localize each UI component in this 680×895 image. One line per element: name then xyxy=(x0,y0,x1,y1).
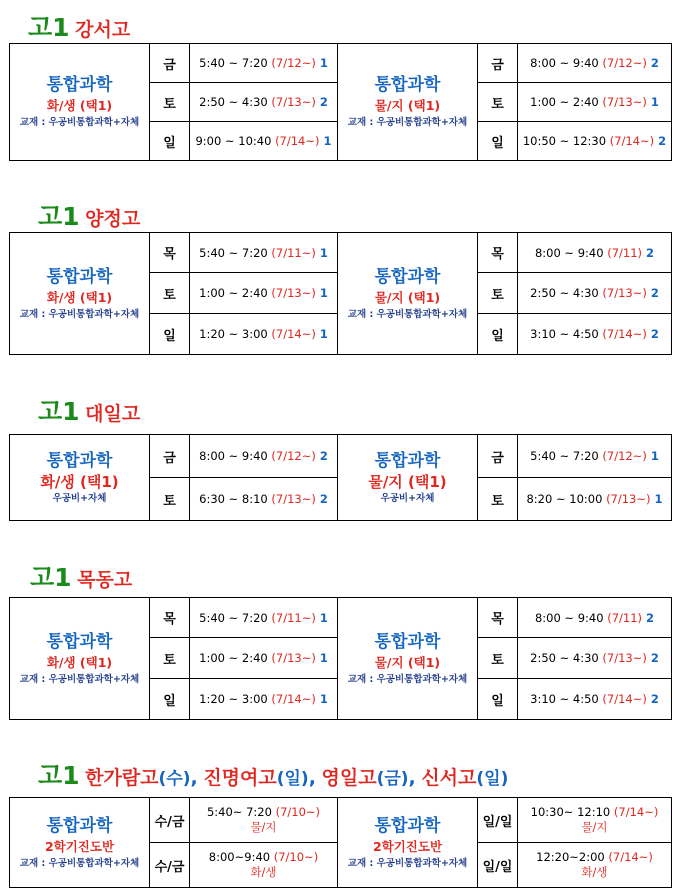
section-title-yangjeong: 고1 양정고 xyxy=(38,202,141,231)
day-cell: 목 xyxy=(478,598,518,638)
day-cell: 토 xyxy=(478,478,518,521)
time-cell: 2:50 ~ 4:30 (7/13~) 2 xyxy=(190,83,338,122)
subject-track: 물/지 (택1) xyxy=(374,289,441,305)
time-cell: 5:40 ~ 7:20 (7/11~) 1 xyxy=(190,233,338,273)
day-cell: 토 xyxy=(150,638,190,679)
time-cell: 5:40 ~ 7:20 (7/12~) 1 xyxy=(190,44,338,83)
subject-title: 통합과학 xyxy=(46,266,113,287)
subject-cell xyxy=(10,798,150,888)
subject-title: 통합과학 xyxy=(374,815,441,836)
day-cell: 토 xyxy=(478,273,518,314)
schedule-table-mokdong xyxy=(9,597,672,720)
schedule-table-multi-school xyxy=(9,797,672,888)
day-cell: 일 xyxy=(478,314,518,355)
day-cell: 금 xyxy=(150,435,190,478)
subject-cell xyxy=(338,233,478,355)
time-cell: 10:50 ~ 12:30 (7/14~) 2 xyxy=(518,122,672,161)
subject-title: 통합과학 xyxy=(46,450,113,471)
subject-track: 화/생 (택1) xyxy=(46,98,113,113)
time-cell: 8:00 ~ 9:40 (7/12~) 2 xyxy=(518,44,672,83)
day-cell: 토 xyxy=(150,83,190,122)
day-cell: 일 xyxy=(478,679,518,720)
day-cell: 토 xyxy=(150,478,190,521)
day-cell: 금 xyxy=(478,44,518,83)
time-cell: 1:20 ~ 3:00 (7/14~) 1 xyxy=(190,314,338,355)
time-cell: 5:40 ~ 7:20 (7/12~) 1 xyxy=(518,435,672,478)
day-cell: 일 xyxy=(150,314,190,355)
time-cell: 8:00~9:40 (7/10~) 화/생 xyxy=(190,843,338,888)
time-cell: 5:40 ~ 7:20 (7/11~) 1 xyxy=(190,598,338,638)
time-cell: 9:00 ~ 10:40 (7/14~) 1 xyxy=(190,122,338,161)
subject-title: 통합과학 xyxy=(374,75,441,95)
textbook-label: 교재 : 우공비통합과학+자체 xyxy=(19,673,140,685)
subject-title: 통합과학 xyxy=(374,266,441,287)
subject-cell xyxy=(10,233,150,355)
day-cell: 토 xyxy=(150,273,190,314)
textbook-label: 교재 : 우공비통합과학+자체 xyxy=(19,117,140,128)
day-cell: 일 xyxy=(478,122,518,161)
subject-track: 2학기진도반 xyxy=(44,838,115,854)
subject-cell xyxy=(10,598,150,720)
subject-cell xyxy=(338,435,478,521)
subject-track: 물/지 (택1) xyxy=(374,654,441,670)
subject-track: 물/지 (택1) xyxy=(368,472,447,491)
section-title-multi-school: 고1 한가람고(수), 진명여고(일), 영일고(금), 신서고(일) xyxy=(38,761,509,790)
subject-title: 통합과학 xyxy=(46,815,113,836)
section-title-gangseo: 고1 강서고 xyxy=(28,13,131,42)
time-cell: 1:00 ~ 2:40 (7/13~) 1 xyxy=(190,638,338,679)
time-cell: 12:20~2:00 (7/14~) 화/생 xyxy=(518,843,672,888)
time-cell: 1:00 ~ 2:40 (7/13~) 1 xyxy=(518,83,672,122)
subject-cell xyxy=(10,44,150,161)
subject-cell xyxy=(10,435,150,521)
textbook-label: 교재 : 우공비통합과학+자체 xyxy=(19,857,140,869)
subject-title: 통합과학 xyxy=(46,75,113,95)
textbook-label: 우공비+자체 xyxy=(52,492,107,504)
subject-track: 2학기진도반 xyxy=(372,838,443,854)
day-cell: 일/일 xyxy=(478,843,518,888)
schedule-table-yangjeong xyxy=(9,232,672,355)
day-cell: 목 xyxy=(478,233,518,273)
day-cell: 수/금 xyxy=(150,798,190,843)
subject-track: 화/생 (택1) xyxy=(40,472,119,491)
time-cell: 6:30 ~ 8:10 (7/13~) 2 xyxy=(190,478,338,521)
subject-title: 통합과학 xyxy=(374,631,441,652)
time-cell: 1:20 ~ 3:00 (7/14~) 1 xyxy=(190,679,338,720)
textbook-label: 교재 : 우공비통합과학+자체 xyxy=(347,308,468,320)
time-cell: 8:20 ~ 10:00 (7/13~) 1 xyxy=(518,478,672,521)
textbook-label: 교재 : 우공비통합과학+자체 xyxy=(347,117,468,128)
day-cell: 일 xyxy=(150,122,190,161)
schedule-table-daeil xyxy=(9,434,672,521)
time-cell: 2:50 ~ 4:30 (7/13~) 2 xyxy=(518,273,672,314)
textbook-label: 교재 : 우공비통합과학+자체 xyxy=(19,308,140,320)
day-cell: 수/금 xyxy=(150,843,190,888)
subject-track: 화/생 (택1) xyxy=(46,654,113,670)
time-cell: 5:40~ 7:20 (7/10~) 물/지 xyxy=(190,798,338,843)
day-cell: 토 xyxy=(478,638,518,679)
time-cell: 2:50 ~ 4:30 (7/13~) 2 xyxy=(518,638,672,679)
day-cell: 토 xyxy=(478,83,518,122)
subject-cell xyxy=(338,44,478,161)
time-cell: 8:00 ~ 9:40 (7/12~) 2 xyxy=(190,435,338,478)
subject-cell xyxy=(338,798,478,888)
section-title-mokdong: 고1 목동고 xyxy=(30,563,133,592)
time-cell: 3:10 ~ 4:50 (7/14~) 2 xyxy=(518,679,672,720)
day-cell: 일 xyxy=(150,679,190,720)
schedule-table-gangseo xyxy=(9,43,672,161)
time-cell: 10:30~ 12:10 (7/14~) 물/지 xyxy=(518,798,672,843)
subject-title: 통합과학 xyxy=(374,450,441,471)
day-cell: 금 xyxy=(150,44,190,83)
textbook-label: 교재 : 우공비통합과학+자체 xyxy=(347,673,468,685)
time-cell: 8:00 ~ 9:40 (7/11) 2 xyxy=(518,233,672,273)
day-cell: 목 xyxy=(150,233,190,273)
subject-track: 물/지 (택1) xyxy=(374,98,441,113)
time-cell: 1:00 ~ 2:40 (7/13~) 1 xyxy=(190,273,338,314)
day-cell: 금 xyxy=(478,435,518,478)
day-cell: 일/일 xyxy=(478,798,518,843)
section-title-daeil: 고1 대일고 xyxy=(38,397,141,426)
time-cell: 8:00 ~ 9:40 (7/11) 2 xyxy=(518,598,672,638)
subject-cell xyxy=(338,598,478,720)
day-cell: 목 xyxy=(150,598,190,638)
subject-track: 화/생 (택1) xyxy=(46,289,113,305)
time-cell: 3:10 ~ 4:50 (7/14~) 2 xyxy=(518,314,672,355)
textbook-label: 우공비+자체 xyxy=(380,492,435,504)
textbook-label: 교재 : 우공비통합과학+자체 xyxy=(347,857,468,869)
subject-title: 통합과학 xyxy=(46,631,113,652)
